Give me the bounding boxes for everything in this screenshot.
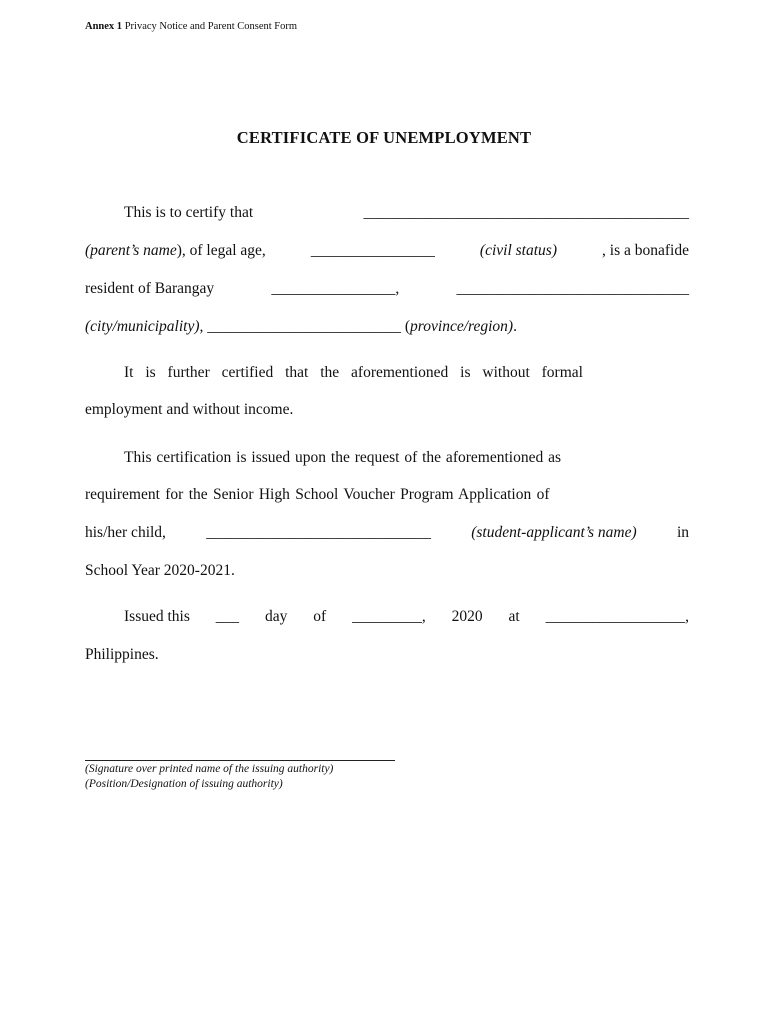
signature-line — [85, 760, 395, 761]
civil-status-caption: (civil status) — [479, 242, 557, 259]
parent-name-caption: (parent’s name), of legal age, — [85, 242, 266, 259]
place-blank: __________________, — [545, 608, 689, 625]
of-text: of — [313, 608, 327, 625]
p2-line-2 — [85, 401, 689, 423]
year-text: 2020 — [451, 608, 483, 625]
student-name-caption: (student-applicant’s name) — [471, 524, 637, 541]
issued-text: Issued this — [124, 608, 190, 625]
p3-line-2 — [85, 486, 689, 508]
p3-line-4 — [85, 562, 689, 584]
city-caption: (city/municipality), — [85, 318, 204, 335]
p4-line-1 — [124, 608, 689, 630]
school-year-text: School Year 2020-2021. — [85, 562, 235, 579]
p3-text-1: This certification is issued upon the request of the aforementioned as — [124, 449, 561, 466]
day-text: day — [264, 608, 288, 625]
header-title: Privacy Notice and Parent Consent Form — [124, 21, 298, 32]
in-text: in — [676, 524, 689, 541]
p3-text-2: requirement for the Senior High School Voucher Program Application of — [85, 486, 550, 503]
province-caption: (province/region). — [404, 318, 517, 335]
p3-line-3 — [85, 524, 689, 546]
p2-text-2: employment and without income. — [85, 401, 294, 418]
p2-line-1 — [124, 364, 689, 386]
student-name-blank: _____________________________ — [206, 524, 431, 541]
p3-line-1 — [124, 449, 689, 471]
barangay-text: resident of Barangay — [85, 280, 215, 297]
child-text: his/her child, — [85, 524, 166, 541]
certify-text: This is to certify that — [124, 204, 254, 221]
at-text: at — [508, 608, 520, 625]
p2-text-1: It is further certified that the aforementioned is without formal — [124, 364, 583, 381]
p1-line-3 — [85, 280, 689, 302]
page-header — [85, 21, 297, 32]
document-title: CERTIFICATE OF UNEMPLOYMENT — [236, 128, 532, 147]
p1-line-4 — [85, 318, 689, 340]
province-blank: _________________________ — [207, 318, 401, 335]
parent-name-blank: __________________________________________ — [363, 204, 689, 221]
p1-line-2 — [85, 242, 689, 264]
month-blank: _________, — [352, 608, 426, 625]
barangay-blank: ________________, — [271, 280, 400, 297]
annex-label: Annex 1 — [85, 21, 123, 32]
day-blank: ___ — [215, 608, 240, 625]
city-blank: ______________________________ — [456, 280, 689, 297]
signature-caption: (Signature over printed name of the issuing authority) — [85, 763, 334, 775]
bonafide-text: , is a bonafide — [602, 242, 689, 259]
position-caption: (Position/Designation of issuing authority) — [85, 778, 283, 790]
p4-line-2 — [85, 646, 689, 668]
civil-status-blank: ________________ — [310, 242, 435, 259]
philippines-text: Philippines. — [85, 646, 159, 663]
p1-line-1 — [124, 204, 689, 226]
